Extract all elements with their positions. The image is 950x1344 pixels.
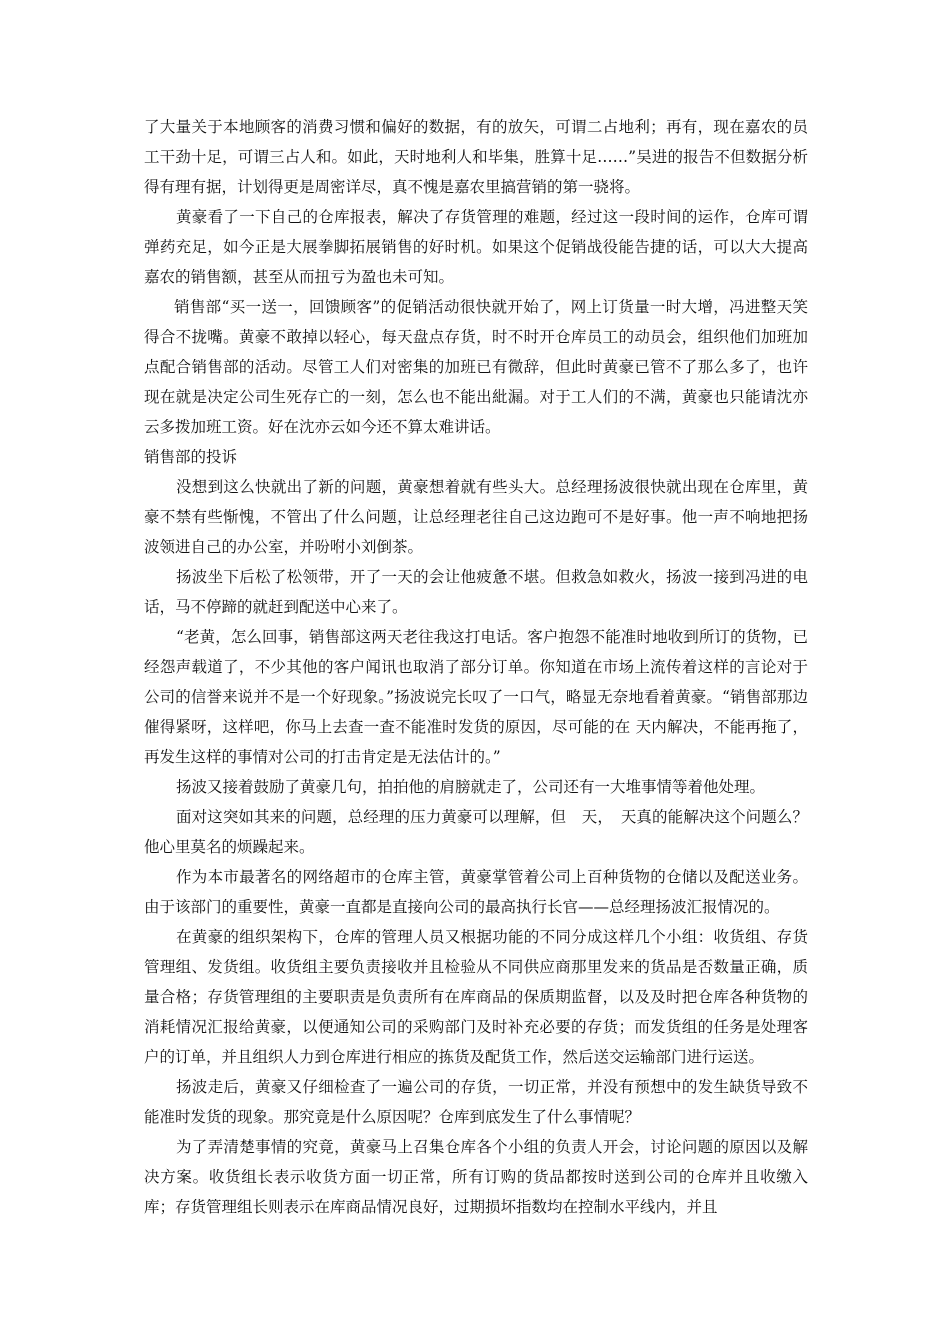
paragraph: 销售部“买一送一，回馈顾客”的促销活动很快就开始了，网上订货量一时大增，冯进整天笑得合不拢嘴。黄豪不敢掉以轻心，每天盘点存货，时不时开仓库员工的动员会，组织他们加班加点配合销售部的活动。尽管工人们对密集的加班已有微辞，但此时黄豪已管不了那么多了，也许现在就是决定公司生死存亡的一刻，怎么也不能出紕漏。对于工人们的不满，黄豪也只能请沈亦云多拨加班工资。好在沈亦云如今还不算太难讲话。 [144, 298, 808, 436]
paragraph: 没想到这么快就出了新的问题，黄豪想着就有些头大。总经理扬波很快就出现在仓库里，黄豪不禁有些惭愧，不管出了什么问题，让总经理老往自己这边跑可不是好事。他一声不响地把扬波领进自己的办公室，并吩咐小刘倒茶。 [144, 478, 808, 556]
paragraph: 在黄豪的组织架构下，仓库的管理人员又根据功能的不同分成这样几个小组：收货组、存货管理组、发货组。收货组主要负责接收并且检验从不同供应商那里发来的货品是否数量正确，质量合格；存货管理组的主要职责是负责所有在库商品的保质期监督，以及及时把仓库各种货物的消耗情况汇报给黄豪，以便通知公司的采购部门及时补充必要的存货；而发货组的任务是处理客户的订单，并且组织人力到仓库进行相应的拣货及配货工作，然后送交运输部门进行运送。 [144, 928, 808, 1066]
paragraph: 扬波走后，黄豪又仔细检查了一遍公司的存货，一切正常，并没有预想中的发生缺货导致不能准时发货的现象。那究竟是什么原因呢？仓库到底发生了什么事情呢？ [144, 1078, 808, 1126]
paragraph: 黄豪看了一下自己的仓库报表，解决了存货管理的难题，经过这一段时间的运作，仓库可谓弹药充足，如今正是大展拳脚拓展销售的好时机。如果这个促销战役能告捷的话，可以大大提高嘉农的销售额，甚至从而扭亏为盈也未可知。 [144, 208, 808, 286]
paragraph: 作为本市最著名的网络超市的仓库主管，黄豪掌管着公司上百种货物的仓储以及配送业务。由于该部门的重要性，黄豪一直都是直接向公司的最高执行长官——总经理扬波汇报情况的。 [144, 868, 808, 916]
document-body [144, 112, 808, 1222]
paragraph: 面对这突如其来的问题，总经理的压力黄豪可以理解，但 天， 天真的能解决这个问题么？他心里莫名的烦躁起来。 [144, 808, 808, 856]
paragraph: 了大量关于本地顾客的消费习惯和偏好的数据，有的放矢，可谓二占地利；再有，现在嘉农的员工干劲十足，可谓三占人和。如此，天时地利人和毕集，胜算十足……”吴进的报告不但数据分析得有理有据，计划得更是周密详尽，真不愧是嘉农里搞营销的第一骁将。 [144, 118, 808, 196]
paragraph: 为了弄清楚事情的究竟，黄豪马上召集仓库各个小组的负责人开会，讨论问题的原因以及解决方案。收货组长表示收货方面一切正常，所有订购的货品都按时送到公司的仓库并且收缴入库；存货管理组长则表示在库商品情况良好，过期损坏指数均在控制水平线内，并且 [144, 1138, 808, 1216]
paragraph: 扬波坐下后松了松领带，开了一天的会让他疲惫不堪。但救急如救火，扬波一接到冯进的电话，马不停蹄的就赶到配送中心来了。 [144, 568, 808, 616]
paragraph: “老黄，怎么回事，销售部这两天老往我这打电话。客户抱怨不能准时地收到所订的货物，已经怨声载道了，不少其他的客户闻讯也取消了部分订单。你知道在市场上流传着这样的言论对于公司的信誉来说并不是一个好现象。”扬波说完长叹了一口气，略显无奈地看着黄豪。“销售部那边催得紧呀，这样吧，你马上去查一查不能准时发货的原因，尽可能的在 天内解决，不能再拖了，再发生这样的事情对公司的打击肯定是无法估计的。” [144, 628, 808, 766]
paragraph: 扬波又接着鼓励了黄豪几句，拍拍他的肩膀就走了，公司还有一大堆事情等着他处理。 [176, 778, 766, 796]
section-heading: 销售部的投诉 [144, 448, 238, 466]
